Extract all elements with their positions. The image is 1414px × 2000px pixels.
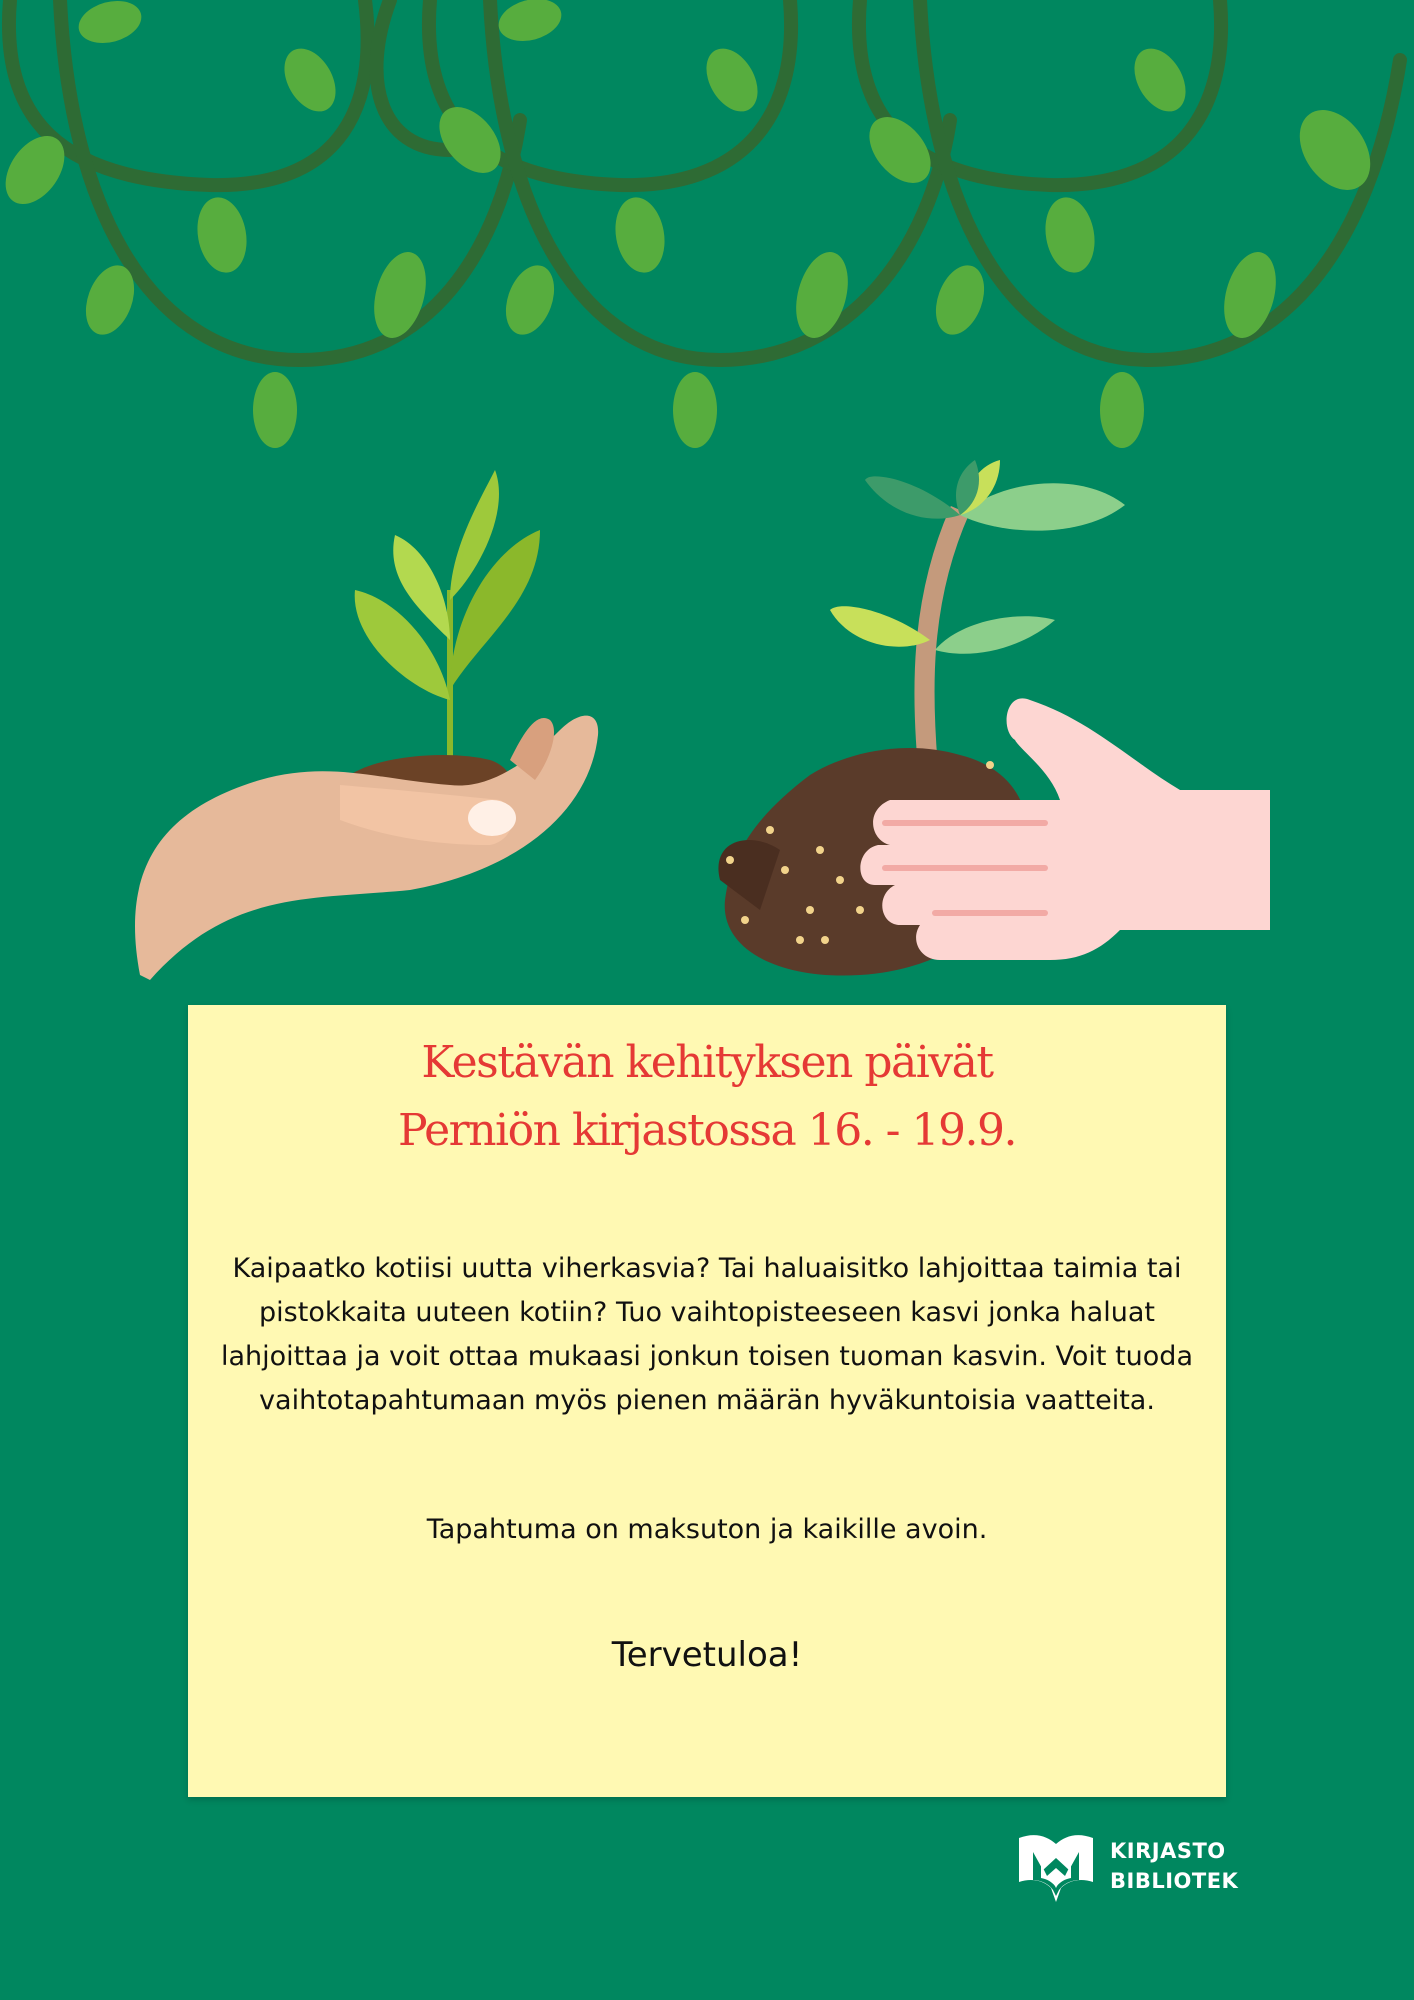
vine-decoration-icon bbox=[0, 0, 1414, 470]
hands-with-plants-illustration bbox=[120, 440, 1300, 1000]
library-logo-line2: BIBLIOTEK bbox=[1110, 1869, 1239, 1893]
library-logo-icon bbox=[1015, 1830, 1097, 1906]
event-description: Kaipaatko kotiisi uutta viherkasvia? Tai haluaisitko lahjoittaa taimia tai pistokkaita uuteen kotiin? Tuo vaihtopisteeseen kasvi jonka haluat lahjoittaa ja voit ottaa mukaasi jonkun toisen tuoman kasvin. Voit tuoda vaihtotapahtumaan myös pienen määrän hyväkuntoisia vaatteita. bbox=[221, 1253, 1193, 1416]
hand-seedling-illustration bbox=[135, 470, 598, 980]
event-free-note: Tapahtuma on maksuton ja kaikille avoin. bbox=[426, 1514, 988, 1545]
event-title-line1: Kestävän kehityksen päivät bbox=[421, 1037, 993, 1088]
library-logo-line1: KIRJASTO bbox=[1110, 1839, 1226, 1863]
event-title-line2: Perniön kirjastossa 16. - 19.9. bbox=[398, 1105, 1016, 1156]
library-logo bbox=[1015, 1830, 1239, 1910]
library-logo-text bbox=[1110, 1836, 1238, 1896]
info-card bbox=[188, 1005, 1226, 1797]
welcome-text: Tervetuloa! bbox=[611, 1635, 803, 1675]
hand-sapling-illustration bbox=[718, 460, 1270, 976]
